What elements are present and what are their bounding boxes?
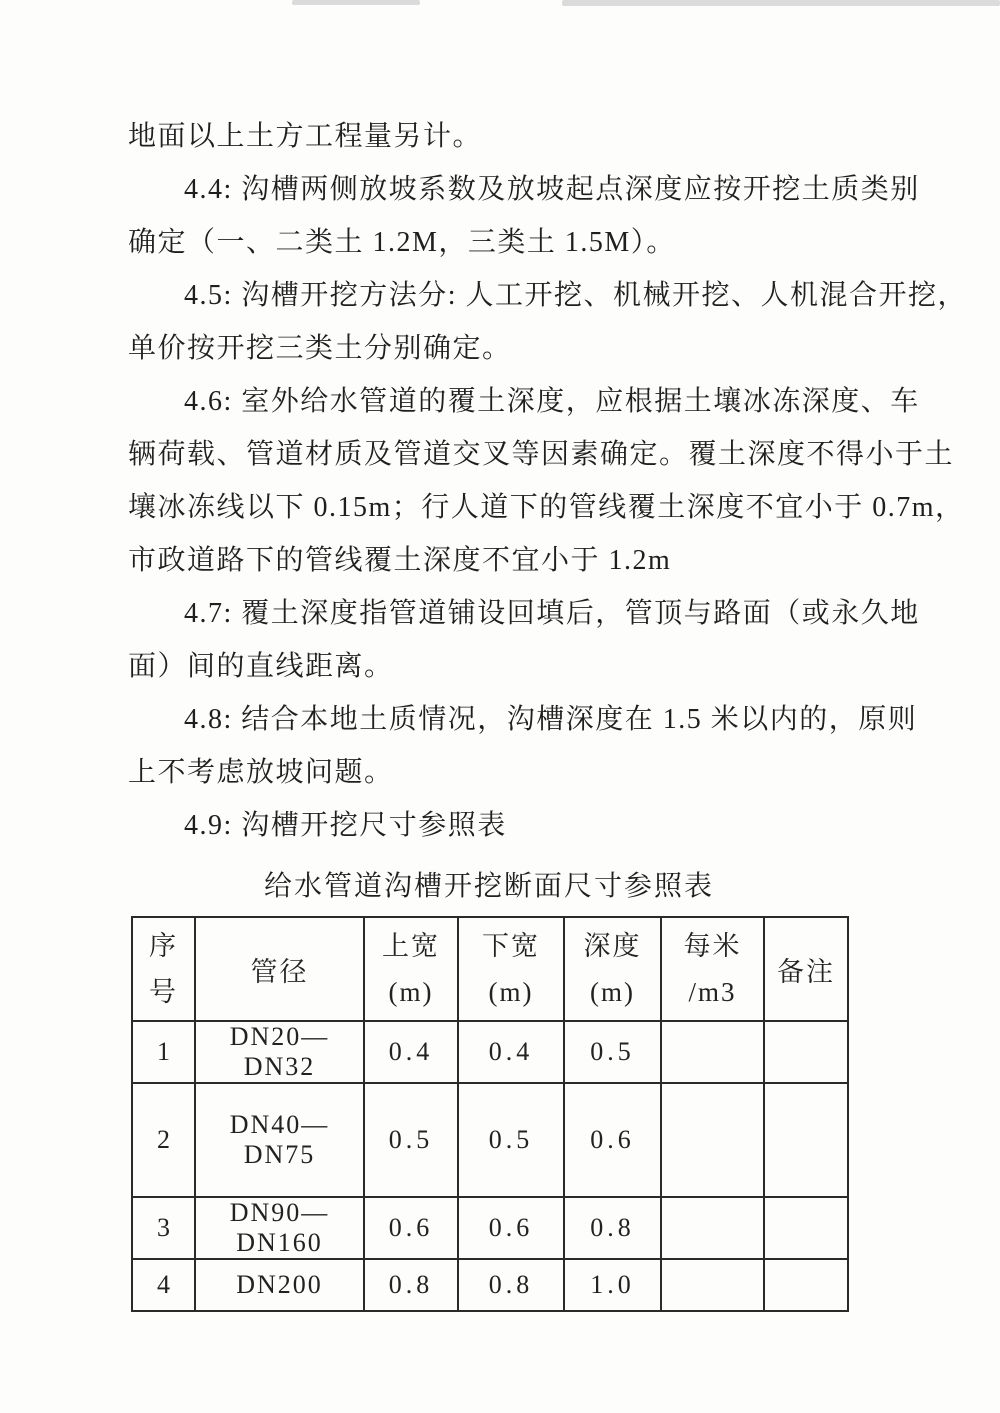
cell-per-meter (661, 1083, 764, 1197)
header-seq-line2: 号 (149, 977, 178, 1007)
cell-depth: 0.8 (564, 1197, 661, 1259)
body-line: 地面以上土方工程量另计。 (128, 121, 483, 152)
document-body (128, 112, 968, 1312)
cell-bottom-width: 0.6 (458, 1197, 564, 1259)
cell-depth: 1.0 (564, 1259, 661, 1311)
trench-dimension-table (131, 916, 849, 1312)
header-depth-line2: (m) (590, 977, 635, 1007)
table-header-row (132, 917, 848, 1021)
cell-depth: 0.6 (564, 1083, 661, 1197)
header-top-width-line1: 上宽 (382, 931, 440, 961)
scan-artifact (562, 0, 1000, 6)
body-line: 壤冰冻线以下 0.15m；行人道下的管线覆土深度不宜小于 0.7m， (128, 492, 965, 523)
cell-top-width: 0.4 (364, 1021, 458, 1083)
cell-per-meter (661, 1197, 764, 1259)
table-row (132, 1197, 848, 1259)
cell-diameter: DN200 (195, 1259, 364, 1311)
cell-seq: 2 (132, 1083, 195, 1197)
body-line: 上不考虑放坡问题。 (128, 757, 394, 788)
body-line: 4.5: 沟槽开挖方法分: 人工开挖、机械开挖、人机混合开挖， (184, 280, 968, 311)
cell-top-width: 0.6 (364, 1197, 458, 1259)
cell-bottom-width: 0.8 (458, 1259, 564, 1311)
header-bottom-width (458, 917, 564, 1021)
body-line: 4.7: 覆土深度指管道铺设回填后，管顶与路面（或永久地 (184, 598, 920, 629)
cell-seq: 1 (132, 1021, 195, 1083)
cell-depth: 0.5 (564, 1021, 661, 1083)
header-per-meter-line2: /m3 (688, 977, 737, 1007)
body-line: 4.9: 沟槽开挖尺寸参照表 (184, 810, 507, 841)
header-seq (132, 917, 195, 1021)
cell-diameter: DN20—DN32 (195, 1021, 364, 1083)
header-per-meter-line1: 每米 (683, 931, 742, 961)
cell-bottom-width: 0.4 (458, 1021, 564, 1083)
cell-per-meter (661, 1021, 764, 1083)
cell-remark (764, 1259, 848, 1311)
header-bottom-width-line2: (m) (488, 977, 534, 1007)
table-row (132, 1083, 848, 1197)
body-line: 单价按开挖三类土分别确定。 (128, 333, 512, 364)
body-line: 面）间的直线距离。 (128, 651, 394, 682)
body-line: 4.4: 沟槽两侧放坡系数及放坡起点深度应按开挖土质类别 (184, 174, 920, 205)
cell-top-width: 0.5 (364, 1083, 458, 1197)
cell-bottom-width: 0.5 (458, 1083, 564, 1197)
scan-artifact (292, 0, 420, 5)
body-line: 市政道路下的管线覆土深度不宜小于 1.2m (128, 545, 672, 576)
header-bottom-width-line1: 下宽 (482, 931, 540, 961)
cell-diameter: DN90—DN160 (195, 1197, 364, 1259)
header-per-meter (661, 917, 764, 1021)
header-depth (564, 917, 661, 1021)
cell-remark (764, 1083, 848, 1197)
header-diameter: 管径 (195, 917, 364, 1021)
header-seq-line1: 序 (149, 931, 178, 961)
body-line: 确定（一、二类土 1.2M，三类土 1.5M）。 (128, 227, 676, 258)
body-line: 辆荷载、管道材质及管道交叉等因素确定。覆土深度不得小于土 (128, 439, 955, 470)
cell-diameter: DN40—DN75 (195, 1083, 364, 1197)
cell-top-width: 0.8 (364, 1259, 458, 1311)
header-top-width-line2: (m) (388, 977, 434, 1007)
body-line: 4.8: 结合本地土质情况，沟槽深度在 1.5 米以内的，原则 (184, 704, 918, 735)
table-row (132, 1021, 848, 1083)
cell-remark (764, 1021, 848, 1083)
body-line: 4.6: 室外给水管道的覆土深度，应根据土壤冰冻深度、车 (184, 386, 920, 417)
header-depth-line1: 深度 (583, 931, 642, 961)
table-title: 给水管道沟槽开挖断面尺寸参照表 (263, 871, 714, 902)
header-remark: 备注 (764, 917, 848, 1021)
cell-seq: 3 (132, 1197, 195, 1259)
cell-seq: 4 (132, 1259, 195, 1311)
cell-remark (764, 1197, 848, 1259)
table-row (132, 1259, 848, 1311)
cell-per-meter (661, 1259, 764, 1311)
header-top-width (364, 917, 458, 1021)
